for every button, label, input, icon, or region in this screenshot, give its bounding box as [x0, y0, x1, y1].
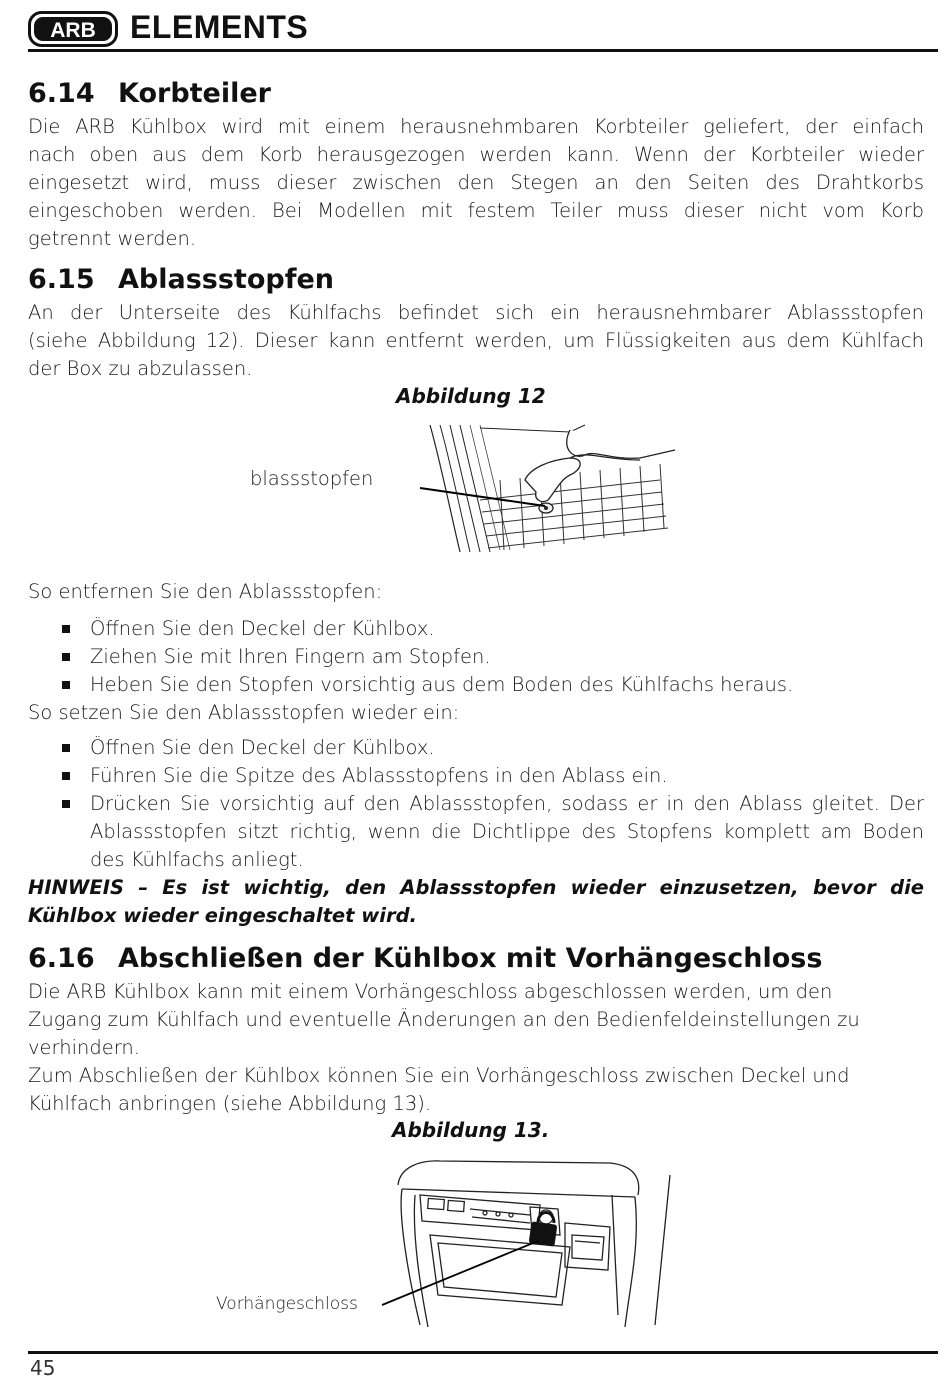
text-line: getrennt werden. — [28, 227, 197, 250]
note-line: Kühlbox wieder eingeschaltet wird. — [28, 904, 417, 927]
figure-12-illustration — [410, 420, 680, 556]
list-item-text — [90, 790, 924, 874]
figure-12-label: blassstopfen — [250, 467, 374, 490]
section-title: Korbteiler — [118, 78, 271, 109]
list-item-text: Heben Sie den Stopfen vorsichtig aus dem Boden des Kühlfachs heraus. — [90, 673, 794, 696]
bullet-marker — [62, 681, 70, 689]
list-item-text: Führen Sie die Spitze des Ablassstopfens in den Ablass ein. — [90, 764, 668, 787]
text-line: eingesetzt wird, muss dieser zwischen den Stegen an den Seiten des Drahtkorbs — [28, 171, 924, 194]
text-line: Die ARB Kühlbox wird mit einem herausnehmbaren Korbteiler geliefert, der einfach — [28, 115, 924, 138]
section-number: 6.15 — [28, 264, 95, 295]
text-line: Ablassstopfen sitzt richtig, wenn die Dichtlippe des Stopfens komplett am Boden — [90, 820, 924, 843]
list-item-text: Öffnen Sie den Deckel der Kühlbox. — [90, 736, 435, 759]
bullet-marker — [62, 800, 70, 808]
section-number: 6.16 — [28, 943, 95, 974]
bullet-marker — [62, 744, 70, 752]
paragraph-vorhaengeschloss — [28, 978, 924, 1118]
text-line: Die ARB Kühlbox kann mit einem Vorhängeschloss abgeschlossen werden, um den — [28, 980, 833, 1003]
text-line: eingeschoben werden. Bei Modellen mit festem Teiler muss dieser nicht vom Korb — [28, 199, 924, 222]
text-line: verhindern. — [28, 1036, 140, 1059]
section-title: Abschließen der Kühlbox mit Vorhängeschloss — [118, 943, 823, 974]
note-line: HINWEIS – Es ist wichtig, den Ablassstopfen wieder einzusetzen, bevor die — [28, 876, 924, 899]
bullet-marker — [62, 625, 70, 633]
bullet-marker — [62, 653, 70, 661]
text-line: Drücken Sie vorsichtig auf den Ablassstopfen, sodass er in den Ablass gleitet. Der — [90, 792, 924, 815]
section-number: 6.14 — [28, 78, 95, 109]
text-line: Kühlfach anbringen (siehe Abbildung 13). — [28, 1092, 432, 1115]
figure-12-caption: Abbildung 12 — [396, 384, 546, 408]
text-line: des Kühlfachs anliegt. — [90, 848, 304, 871]
text-line: Zugang zum Kühlfach und eventuelle Änderungen an den Bedienfeldeinstellungen zu — [28, 1008, 860, 1031]
list-item-text: Öffnen Sie den Deckel der Kühlbox. — [90, 617, 435, 640]
figure-13-caption: Abbildung 13. — [392, 1118, 550, 1142]
section-heading-6-16 — [28, 943, 822, 974]
footer-rule — [28, 1351, 938, 1354]
header-rule — [28, 49, 938, 52]
section-heading-6-15 — [28, 264, 334, 295]
section-title: Ablassstopfen — [118, 264, 334, 295]
remove-intro: So entfernen Sie den Ablassstopfen: — [28, 580, 383, 603]
hinweis-note — [28, 874, 924, 930]
text-line: der Box zu abzulassen. — [28, 357, 253, 380]
insert-intro: So setzen Sie den Ablassstopfen wieder ein: — [28, 701, 460, 724]
text-line: nach oben aus dem Korb herausgezogen werden kann. Wenn der Korbteiler wieder — [28, 143, 924, 166]
text-line: An der Unterseite des Kühlfachs befindet sich ein herausnehmbarer Ablassstopfen — [28, 301, 924, 324]
figure-13-illustration — [380, 1155, 680, 1330]
brand-title: ELEMENTS — [130, 9, 309, 45]
page-number: 45 — [30, 1356, 56, 1380]
paragraph-ablassstopfen — [28, 299, 924, 383]
arb-logo — [28, 11, 118, 47]
paragraph-korbteiler — [28, 113, 924, 253]
text-line: (siehe Abbildung 12). Dieser kann entfernt werden, um Flüssigkeiten aus dem Kühlfach — [28, 329, 924, 352]
figure-13-label: Vorhängeschloss — [216, 1294, 358, 1314]
list-item-text: Ziehen Sie mit Ihren Fingern am Stopfen. — [90, 645, 491, 668]
svg-text:ARB: ARB — [50, 19, 96, 42]
bullet-marker — [62, 772, 70, 780]
text-line: Zum Abschließen der Kühlbox können Sie ein Vorhängeschloss zwischen Deckel und — [28, 1064, 850, 1087]
section-heading-6-14 — [28, 78, 271, 109]
